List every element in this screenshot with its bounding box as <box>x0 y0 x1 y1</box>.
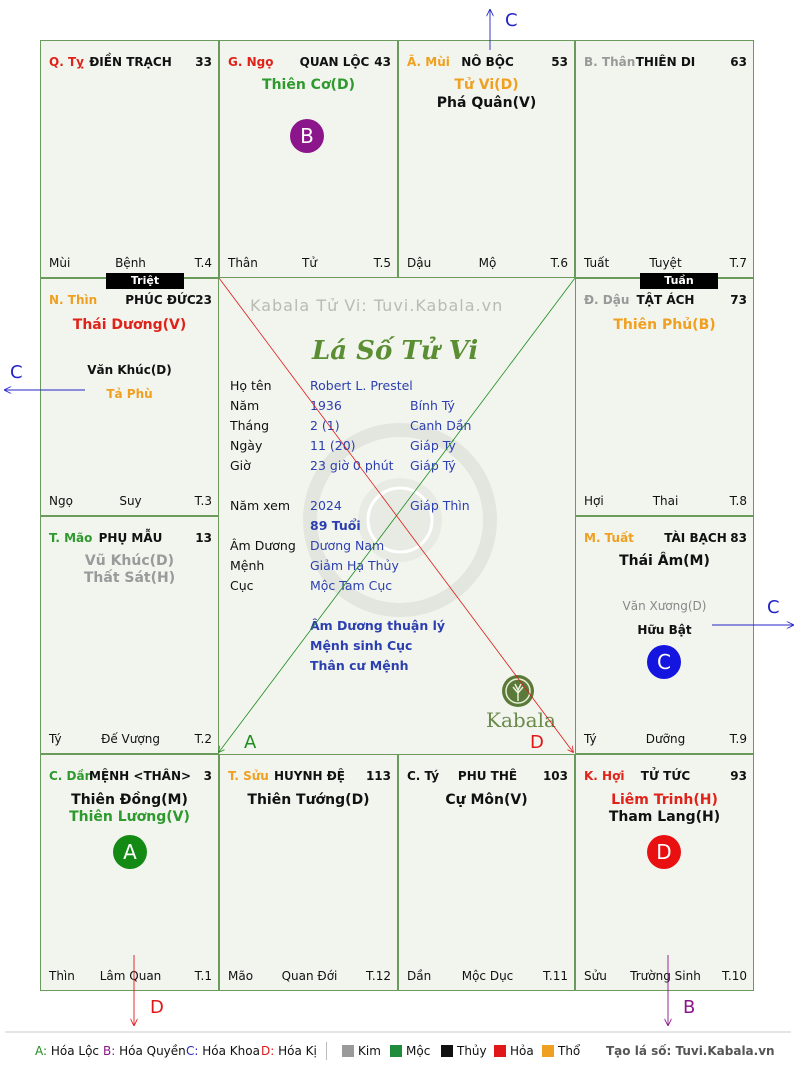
minor-star: Hữu Bật <box>637 623 692 637</box>
foot-stage: Thai <box>652 494 679 508</box>
foot-branch: Dậu <box>407 256 432 270</box>
foot-index: T.11 <box>543 969 568 983</box>
palace-name: NÔ BỘC <box>461 55 514 69</box>
foot-branch: Tý <box>49 732 62 746</box>
age-number: 53 <box>551 55 568 69</box>
branch-label: M. Tuất <box>584 531 634 545</box>
info-value: 1936 <box>310 398 342 413</box>
foot-branch: Thìn <box>49 969 75 983</box>
info-key: Họ tên <box>230 378 272 393</box>
info-key: Cục <box>230 578 254 593</box>
foot-branch: Sửu <box>584 969 607 983</box>
palace-name: PHÚC ĐỨC <box>125 293 196 307</box>
legend-thuy: Thủy <box>457 1044 487 1058</box>
foot-index: T.2 <box>194 732 212 746</box>
legend-bar <box>0 1040 796 1064</box>
hoa-badge-d: D <box>647 835 681 869</box>
minor-star: Văn Khúc(D) <box>87 363 172 377</box>
swatch-hoa <box>494 1045 506 1057</box>
age-number: 93 <box>730 769 747 783</box>
palace-name: PHỤ MẪU <box>98 531 163 545</box>
foot-index: T.4 <box>194 256 212 270</box>
info-key: Ngày <box>230 438 263 453</box>
foot-stage: Tử <box>302 256 317 270</box>
arrow-label-d: D <box>150 997 164 1018</box>
branch-label: C. Tý <box>407 769 440 783</box>
arrow-label-b: B <box>683 997 696 1018</box>
main-star: Thái Âm(M) <box>619 553 710 569</box>
swatch-kim <box>342 1045 354 1057</box>
age-number: 43 <box>374 55 391 69</box>
foot-index: T.6 <box>550 256 568 270</box>
foot-index: T.1 <box>194 969 212 983</box>
hoa-badge-b: B <box>290 119 324 153</box>
info-value: Robert L. Prestel <box>310 378 413 393</box>
main-star: Thiên Phủ(B) <box>613 317 716 333</box>
foot-index: T.3 <box>194 494 212 508</box>
age-number: 103 <box>542 769 568 783</box>
info-value: Dương Nam <box>310 538 385 553</box>
foot-branch: Tý <box>584 732 597 746</box>
chart-title: Lá Số Tử Vi <box>312 336 479 366</box>
branch-label: Đ. Dậu <box>584 293 630 307</box>
main-star: Thiên Tướng(D) <box>247 792 370 808</box>
age-number: 33 <box>195 55 212 69</box>
foot-index: T.5 <box>373 256 391 270</box>
foot-stage: Suy <box>119 494 142 508</box>
foot-branch: Hợi <box>584 494 604 508</box>
main-star: Liêm Trinh(H) <box>611 792 718 808</box>
age-number: 83 <box>730 531 747 545</box>
minor-star: Tả Phù <box>106 387 153 401</box>
branch-label: K. Hợi <box>584 769 625 783</box>
foot-branch: Mùi <box>49 256 71 270</box>
info-key: Giờ <box>230 458 251 473</box>
palace-name: PHU THÊ <box>457 769 518 783</box>
legend-hoa-khoa: C: Hóa Khoa <box>186 1044 260 1058</box>
legend-hoa-quyen: B: Hóa Quyền <box>103 1044 186 1058</box>
legend-hoa-loc: A: Hóa Lộc <box>35 1044 100 1058</box>
main-star: Tham Lang(H) <box>608 809 721 825</box>
info-value: 23 giờ 0 phút <box>310 458 394 473</box>
year-canchi: Giáp Thìn <box>410 498 470 513</box>
foot-branch: Tuất <box>584 256 610 270</box>
legend-credit: Tạo lá số: Tuvi.Kabala.vn <box>606 1044 775 1058</box>
info-canchi: Giáp Tý <box>410 458 456 473</box>
palace-name: MỆNH <THÂN> <box>89 769 192 783</box>
foot-stage: Lâm Quan <box>99 969 162 983</box>
hoa-badge-c: C <box>647 645 681 679</box>
palace-name: THIÊN DI <box>635 55 696 69</box>
palace-name: ĐIỀN TRẠCH <box>89 55 172 69</box>
note-line: Âm Dương thuận lý <box>310 618 446 633</box>
branch-label: G. Ngọ <box>228 55 274 69</box>
minor-star: Văn Xương(D) <box>622 599 707 613</box>
info-key: Tháng <box>230 418 270 433</box>
main-star: Thiên Cơ(D) <box>262 77 355 93</box>
foot-branch: Ngọ <box>49 494 73 508</box>
main-star: Thiên Lương(V) <box>69 809 190 825</box>
main-star: Thiên Đồng(M) <box>71 792 188 808</box>
legend-tho: Thổ <box>558 1044 581 1058</box>
foot-branch: Dần <box>407 969 432 983</box>
age-number: 113 <box>365 769 391 783</box>
tuan-tag: Tuần <box>640 273 718 289</box>
branch-label: B. Thân <box>584 55 636 69</box>
swatch-thuy <box>441 1045 453 1057</box>
foot-stage: Mộ <box>478 256 497 270</box>
arrow-label-c: C <box>10 362 23 383</box>
info-value: Mộc Tam Cục <box>310 578 393 593</box>
info-key: Âm Dương <box>230 538 296 553</box>
info-value: 2 (1) <box>310 418 340 433</box>
foot-index: T.8 <box>729 494 747 508</box>
info-canchi: Giáp Tý <box>410 438 456 453</box>
age-number: 73 <box>730 293 747 307</box>
note-line: Mệnh sinh Cục <box>310 638 413 653</box>
main-star: Thất Sát(H) <box>83 570 176 586</box>
palace-name: TẬT ÁCH <box>636 293 695 307</box>
branch-label: T. Sửu <box>228 769 269 783</box>
main-star: Thái Dương(V) <box>72 317 187 333</box>
info-key: Mệnh <box>230 558 265 573</box>
hoa-badge-a: A <box>113 835 147 869</box>
legend-hoa: Hỏa <box>510 1044 534 1058</box>
arrow-label-d: D <box>530 732 544 753</box>
foot-index: T.9 <box>729 732 747 746</box>
age-number: 23 <box>195 293 212 307</box>
foot-stage: Bệnh <box>115 256 146 270</box>
triet-tag: Triệt <box>106 273 184 289</box>
swatch-moc <box>390 1045 402 1057</box>
palace-name: HUYNH ĐỆ <box>274 769 345 783</box>
age-number: 13 <box>195 531 212 545</box>
foot-stage: Tuyệt <box>649 256 682 270</box>
main-star: Vũ Khúc(D) <box>84 553 175 569</box>
foot-index: T.12 <box>366 969 391 983</box>
legend-kim: Kim <box>358 1044 381 1058</box>
branch-label: C. Dần <box>49 769 94 783</box>
foot-stage: Mộc Dục <box>461 969 514 983</box>
age-label: 89 Tuổi <box>310 518 361 533</box>
year-value: 2024 <box>310 498 342 513</box>
foot-branch: Mão <box>228 969 254 983</box>
branch-label: T. Mão <box>49 531 93 545</box>
main-star: Tử Vi(D) <box>454 77 519 93</box>
swatch-tho <box>542 1045 554 1057</box>
foot-index: T.10 <box>722 969 747 983</box>
kabala-logo-text: Kabala <box>486 708 556 732</box>
age-number: 3 <box>203 769 212 783</box>
info-value: 11 (20) <box>310 438 356 453</box>
arrow-label-a: A <box>244 732 257 753</box>
branch-label: N. Thìn <box>49 293 98 307</box>
info-key: Năm <box>230 398 260 413</box>
age-number: 63 <box>730 55 747 69</box>
info-canchi: Bính Tý <box>410 398 455 413</box>
note-line: Thân cư Mệnh <box>310 658 409 673</box>
watermark-text: Kabala Tử Vi: Tuvi.Kabala.vn <box>250 296 504 315</box>
legend-divider <box>326 1042 327 1060</box>
foot-stage: Đế Vượng <box>101 732 160 746</box>
palace-name: TỬ TỨC <box>640 769 691 783</box>
info-key: Năm xem <box>230 498 291 513</box>
main-star: Cự Môn(V) <box>445 792 528 808</box>
foot-stage: Dưỡng <box>645 732 686 746</box>
branch-label: Ã. Mùi <box>407 55 450 69</box>
main-star: Phá Quân(V) <box>436 95 537 111</box>
legend-hoa-ki: D: Hóa Kị <box>261 1044 317 1058</box>
arrow-label-c: C <box>505 10 518 31</box>
branch-label: Q. Tỵ <box>49 55 84 69</box>
palace-name: QUAN LỘC <box>299 55 370 69</box>
foot-stage: Quan Đới <box>281 969 338 983</box>
info-value: Giảm Hạ Thủy <box>310 558 399 573</box>
legend-moc: Mộc <box>406 1044 431 1058</box>
foot-stage: Trường Sinh <box>630 969 701 983</box>
foot-index: T.7 <box>729 256 747 270</box>
palace-name: TÀI BẠCH <box>664 531 727 545</box>
arrow-label-c: C <box>767 597 780 618</box>
info-canchi: Canh Dần <box>410 418 472 433</box>
foot-branch: Thân <box>228 256 258 270</box>
